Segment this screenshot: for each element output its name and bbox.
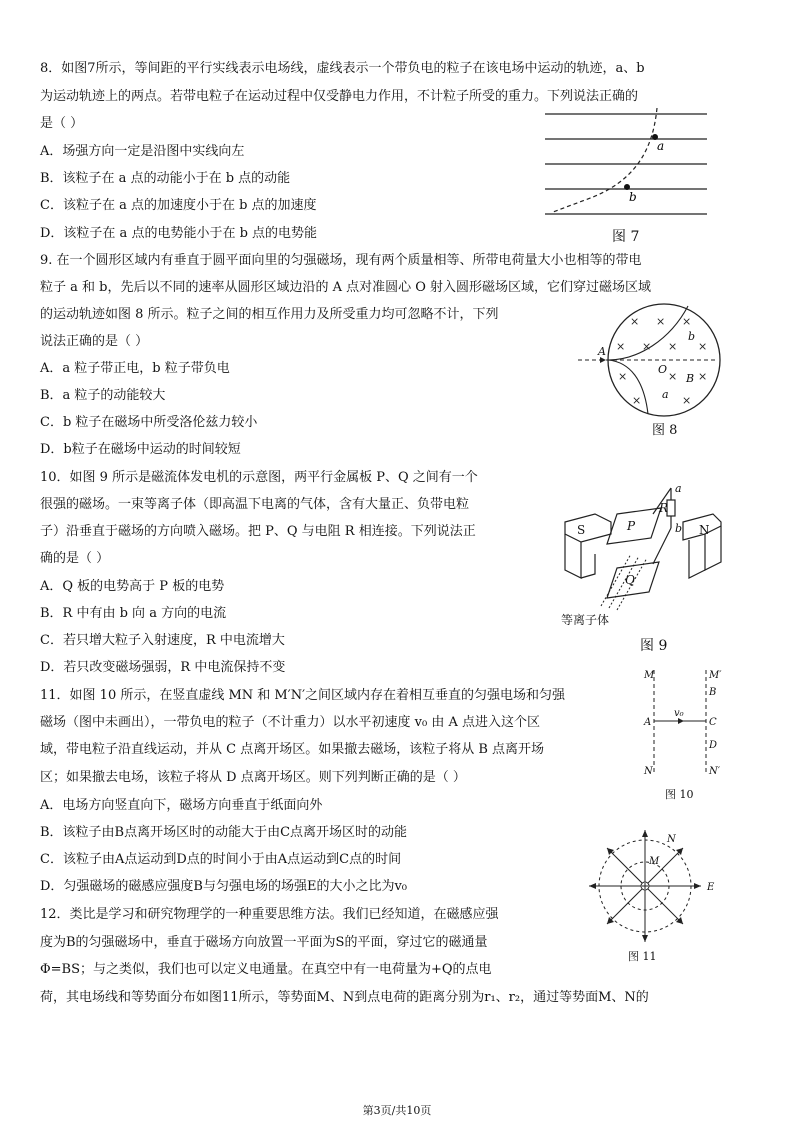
q11-option-c: C．该粒子由A点运动到D点的时间小于由A点运动到C点的时间 (40, 852, 402, 867)
fig11-label-N: N (667, 834, 676, 845)
q10-option-d: D．若只改变磁场强弱，R 中电流保持不变 (40, 660, 286, 675)
fig7-label-a: a (657, 139, 665, 153)
q8-line-3: 是（ ） (40, 116, 84, 131)
q9-option-d: D．b粒子在磁场中运动的时间较短 (40, 442, 241, 457)
fig9-label-a: a (675, 482, 682, 495)
q11-option-b: B．该粒子由B点离开场区时的动能大于由C点离开场区时的动能 (40, 825, 408, 840)
fig10-caption: 图 10 (665, 788, 694, 801)
fig11-label-M: M (649, 856, 660, 867)
fig10-label-M2: M′ (709, 670, 722, 681)
q10-line-4: 确的是（ ） (40, 551, 110, 566)
q11-line-4: 区；如果撤去电场，该粒子将从 D 点离开场区。则下列判断正确的是（ ） (40, 770, 466, 785)
q12-line-4: 荷，其电场线和等势面分布如图11所示，等势面M、N到点电荷的距离分别为r₁、r₂，通过等势面M、N的 (40, 990, 649, 1005)
fig9-caption: 图 9 (640, 638, 668, 654)
fig11-label-E: E (707, 882, 715, 893)
fig8-cross: × (698, 370, 708, 383)
figure-9 (555, 478, 725, 628)
q11-line-2: 磁场（图中未画出），一带负电的粒子（不计重力）以水平初速度 v₀ 由 A 点进入这个区 (40, 715, 540, 730)
fig10-label-D: D (709, 740, 718, 751)
q9-option-c: C．b 粒子在磁场中所受洛伦兹力较小 (40, 415, 258, 430)
q8-option-d: D．该粒子在 a 点的电势能小于在 b 点的电势能 (40, 226, 318, 241)
fig8-cross: × (682, 394, 692, 407)
q9-line-2: 粒子 a 和 b，先后以不同的速率从圆形区域边沿的 A 点对准圆心 O 射入圆形磁场区域，它们穿过磁场区域 (40, 280, 652, 295)
q10-option-a: A．Q 板的电势高于 P 板的电势 (40, 579, 225, 594)
fig8-cross: × (618, 370, 628, 383)
fig8-cross: × (616, 340, 626, 353)
fig9-plasma-label: 等离子体 (561, 613, 610, 627)
fig7-caption: 图 7 (612, 229, 640, 245)
q8-option-a: A．场强方向一定是沿图中实线向左 (40, 144, 245, 159)
q10-option-c: C．若只增大粒子入射速度，R 中电流增大 (40, 633, 285, 648)
q12-line-1: 12．类比是学习和研究物理学的一种重要思维方法。我们已经知道，在磁感应强 (40, 907, 499, 922)
q9-option-a: A．a 粒子带正电，b 粒子带负电 (40, 361, 230, 376)
fig10-label-A: A (644, 717, 652, 728)
fig8-cross: × (642, 340, 652, 353)
fig11-caption: 图 11 (628, 950, 657, 963)
fig8-label-a: a (662, 388, 669, 401)
fig8-cross: × (668, 370, 678, 383)
fig8-cross: × (630, 315, 640, 328)
q9-line-4: 说法正确的是（ ） (40, 334, 149, 349)
fig9-label-R: R (659, 501, 669, 515)
fig9-label-Q: Q (625, 573, 635, 587)
q8-line-2: 为运动轨迹上的两点。若带电粒子在运动过程中仅受静电力作用，不计粒子所受的重力。下列说法正确的 (40, 89, 639, 104)
q9-line-1: 9. 在一个圆形区域内有垂直于圆平面向里的匀强磁场，现有两个质量相等、所带电荷量大小也相等的带电 (40, 253, 642, 268)
fig8-cross: × (682, 315, 692, 328)
figure-10 (636, 664, 726, 780)
q11-option-d: D．匀强磁场的磁感应强度B与匀强电场的场强E的大小之比为v₀ (40, 879, 408, 894)
q12-line-3: Φ=BS；与之类似，我们也可以定义电通量。在真空中有一电荷量为+Q的点电 (40, 962, 492, 977)
q12-line-2: 度为B的匀强磁场中，垂直于磁场方向放置一平面为S的平面，穿过它的磁通量 (40, 935, 488, 950)
q10-line-3: 子）沿垂直于磁场的方向喷入磁场。把 P、Q 与电阻 R 相连接。下列说法正 (40, 524, 476, 539)
q8-option-c: C．该粒子在 a 点的加速度小于在 b 点的加速度 (40, 198, 317, 213)
fig10-label-B: B (709, 687, 717, 698)
fig8-caption: 图 8 (652, 423, 678, 438)
q9-option-b: B．a 粒子的动能较大 (40, 388, 166, 403)
page-footer: 第3页/共10页 (362, 1104, 432, 1117)
fig8-cross: × (656, 315, 666, 328)
fig10-label-N: N (644, 766, 653, 777)
fig8-cross: × (668, 340, 678, 353)
fig7-label-b: b (629, 190, 637, 204)
q8-option-b: B．该粒子在 a 点的动能小于在 b 点的动能 (40, 171, 291, 186)
q8-line-1: 8．如图7所示，等间距的平行实线表示电场线，虚线表示一个带负电的粒子在该电场中运动的轨迹，a、b (40, 61, 645, 76)
q10-option-b: B．R 中有由 b 向 a 方向的电流 (40, 606, 227, 621)
figure-8 (578, 300, 728, 418)
q10-line-1: 10．如图 9 所示是磁流体发电机的示意图，两平行金属板 P、Q 之间有一个 (40, 470, 478, 485)
fig8-cross: × (632, 394, 642, 407)
fig9-label-S: S (577, 523, 586, 537)
fig8-label-A: A (598, 345, 606, 358)
q10-line-2: 很强的磁场。一束等离子体（即高温下电离的气体，含有大量正、负带电粒 (40, 497, 470, 512)
q9-line-3: 的运动轨迹如图 8 所示。粒子之间的相互作用力及所受重力均可忽略不计，下列 (40, 307, 499, 322)
fig8-label-b: b (688, 330, 696, 343)
q11-option-a: A．电场方向竖直向下，磁场方向垂直于纸面向外 (40, 798, 323, 813)
fig8-cross: × (698, 340, 708, 353)
q11-line-1: 11．如图 10 所示，在竖直虚线 MN 和 M′N′之间区域内存在着相互垂直的匀强电场和匀强 (40, 688, 566, 703)
figure-11 (583, 828, 723, 946)
fig9-label-P: P (627, 519, 636, 533)
q11-line-3: 域，带电粒子沿直线运动，并从 C 点离开场区。如果撤去磁场，该粒子将从 B 点离开场 (40, 742, 545, 757)
fig10-label-N2: N′ (709, 766, 721, 777)
fig8-label-B: B (686, 372, 695, 385)
fig9-label-N: N (699, 523, 710, 537)
fig10-label-C: C (709, 717, 717, 728)
fig8-label-O: O (658, 363, 668, 376)
fig10-label-v0: v₀ (674, 708, 684, 719)
figure-7 (545, 108, 710, 218)
fig10-label-M: M (644, 670, 655, 681)
fig9-label-b: b (675, 522, 683, 535)
